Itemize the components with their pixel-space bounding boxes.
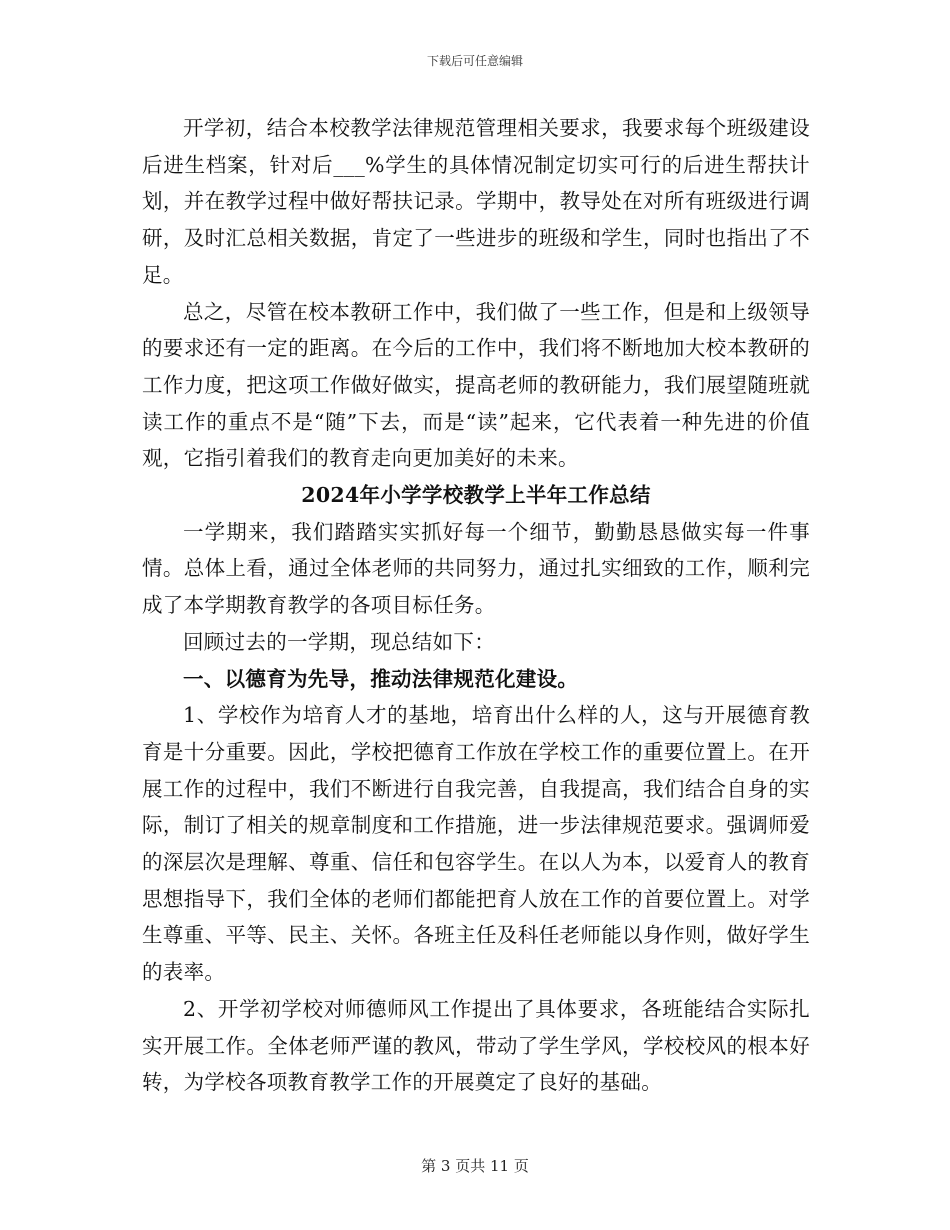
document-title: 2024年小学学校教学上半年工作总结 — [301, 483, 651, 508]
section-heading: 一、以德育为先导，推动法律规范化建设。 — [183, 666, 579, 691]
paragraph: 2、开学初学校对师德师风工作提出了具体要求，各班能结合实际扎实开展工作。全体老师严谨的教风，带动了学生学风，学校校风的根本好转，为学校各项教育教学工作的开展奠定了良好的基础。 — [142, 996, 810, 1095]
paragraph: 回顾过去的一学期，现总结如下： — [183, 629, 495, 654]
page-header: 下载后可任意编辑 — [426, 54, 523, 68]
paragraph: 1、学校作为培育人才的基地，培育出什么样的人，这与开展德育教育是十分重要。因此，学校把德育工作放在学校工作的重要位置上。在开展工作的过程中，我们不断进行自我完善，自我提高，我们结合自身的实际，制订了相关的规章制度和工作措施，进一步法律规范要求。强调师爱的深层次是理解、尊重、信任和包容学生。在以人为本，以爱育人的教育思想指导下，我们全体的老师们都能把育人放在工作的首要位置上。对学生尊重、平等、民主、关怀。各班主任及科任老师能以身作则，做好学生的表率。 — [142, 703, 810, 985]
paragraph: 一学期来，我们踏踏实实抓好每一个细节，勤勤恳恳做实每一件事情。总体上看，通过全体老师的共同努力，通过扎实细致的工作，顺利完成了本学期教育教学的各项目标任务。 — [142, 519, 810, 618]
document-body — [142, 110, 810, 1101]
paragraph: 总之，尽管在校本教研工作中，我们做了一些工作，但是和上级领导的要求还有一定的距离。在今后的工作中，我们将不断地加大校本教研的工作力度，把这项工作做好做实，提高老师的教研能力，我们展望随班就读工作的重点不是“随”下去，而是“读”起来，它代表着一种先进的价值观，它指引着我们的教育走向更加美好的未来。 — [142, 299, 810, 471]
paragraph: 开学初，结合本校教学法律规范管理相关要求，我要求每个班级建设后进生档案，针对后___%学生的具体情况制定切实可行的后进生帮扶计划，并在教学过程中做好帮扶记录。学期中，教导处在对所有班级进行调研，及时汇总相关数据，肯定了一些进步的班级和学生，同时也指出了不足。 — [142, 116, 810, 287]
page-footer: 第 3 页共 11 页 — [421, 1157, 529, 1175]
